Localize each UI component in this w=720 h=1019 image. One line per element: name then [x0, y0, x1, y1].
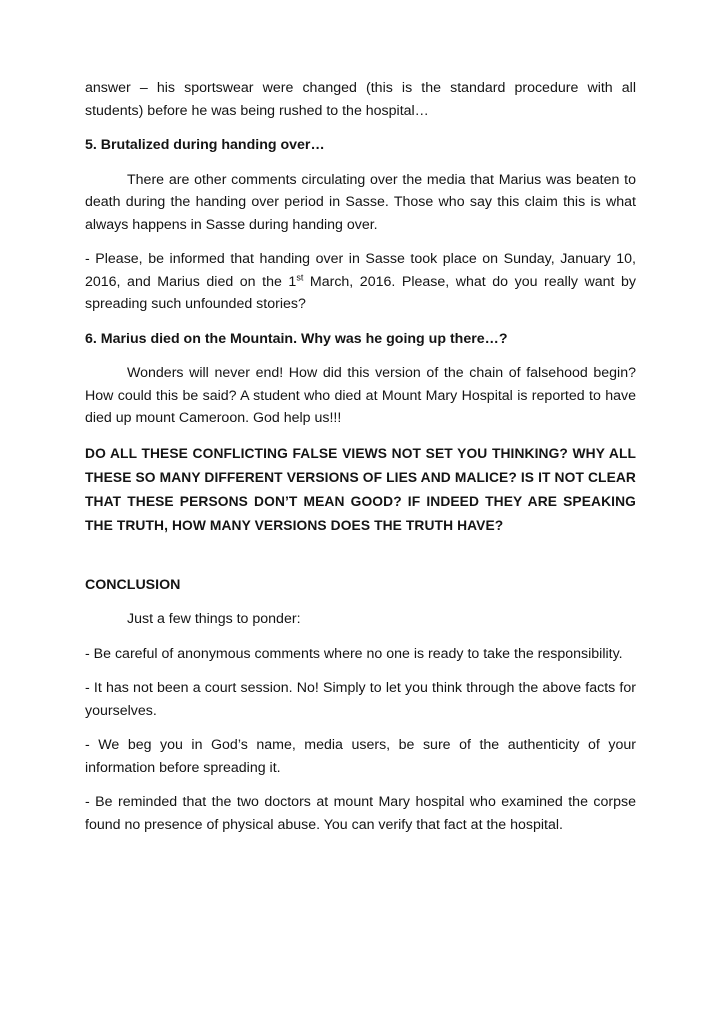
ordinal-suffix: st — [296, 271, 304, 282]
section-5-heading: 5. Brutalized during handing over… — [85, 137, 325, 153]
conclusion-intro: Just a few things to ponder: — [127, 611, 301, 627]
section-5-response — [85, 248, 636, 316]
section-6-paragraph: Wonders will never end! How did this version of the chain of falsehood begin? How could this be said? A student who died at Mount Mary Hospital is reported to have died up mount Cameroon. God help us!!! — [85, 365, 636, 426]
conclusion-point-2: - It has not been a court session. No! Simply to let you think through the above facts for yourselves. — [85, 680, 636, 719]
document-page — [85, 77, 636, 848]
conclusion-heading: CONCLUSION — [85, 576, 181, 593]
emphasis-paragraph: DO ALL THESE CONFLICTING FALSE VIEWS NOT SET YOU THINKING? WHY ALL THESE SO MANY DIFFERENT VERSIONS OF LIES AND MALICE? IS IT NOT CLEAR THAT THESE PERSONS DON’T MEAN GOOD? IF INDEED THEY ARE SPEAKING THE TRUTH, HOW MANY VERSIONS DOES THE TRUTH HAVE? — [85, 445, 636, 533]
section-6-heading: 6. Marius died on the Mountain. Why was he going up there…? — [85, 330, 508, 347]
conclusion-point-4: - Be reminded that the two doctors at mount Mary hospital who examined the corpse found no presence of physical abuse. You can verify that fact at the hospital. — [85, 794, 636, 833]
conclusion-point-1: - Be careful of anonymous comments where no one is ready to take the responsibility. — [85, 645, 623, 662]
intro-paragraph: answer – his sportswear were changed (this is the standard procedure with all students) before he was being rushed to the hospital… — [85, 80, 636, 119]
section-5-response-text-end: March, 2016. Please, what do you really want by spreading such unfounded stories? — [85, 273, 636, 312]
section-5-response-text: - Please, be informed that handing over in Sasse took place on Sunday, January 10, 2016, and Marius died on the 1 — [85, 251, 636, 290]
section-5-paragraph: There are other comments circulating over the media that Marius was beaten to death during the handing over period in Sasse. Those who say this claim this is what always happens in Sasse during handing over. — [85, 171, 636, 233]
conclusion-point-3: - We beg you in God’s name, media users, be sure of the authenticity of your information before spreading it. — [85, 737, 636, 776]
